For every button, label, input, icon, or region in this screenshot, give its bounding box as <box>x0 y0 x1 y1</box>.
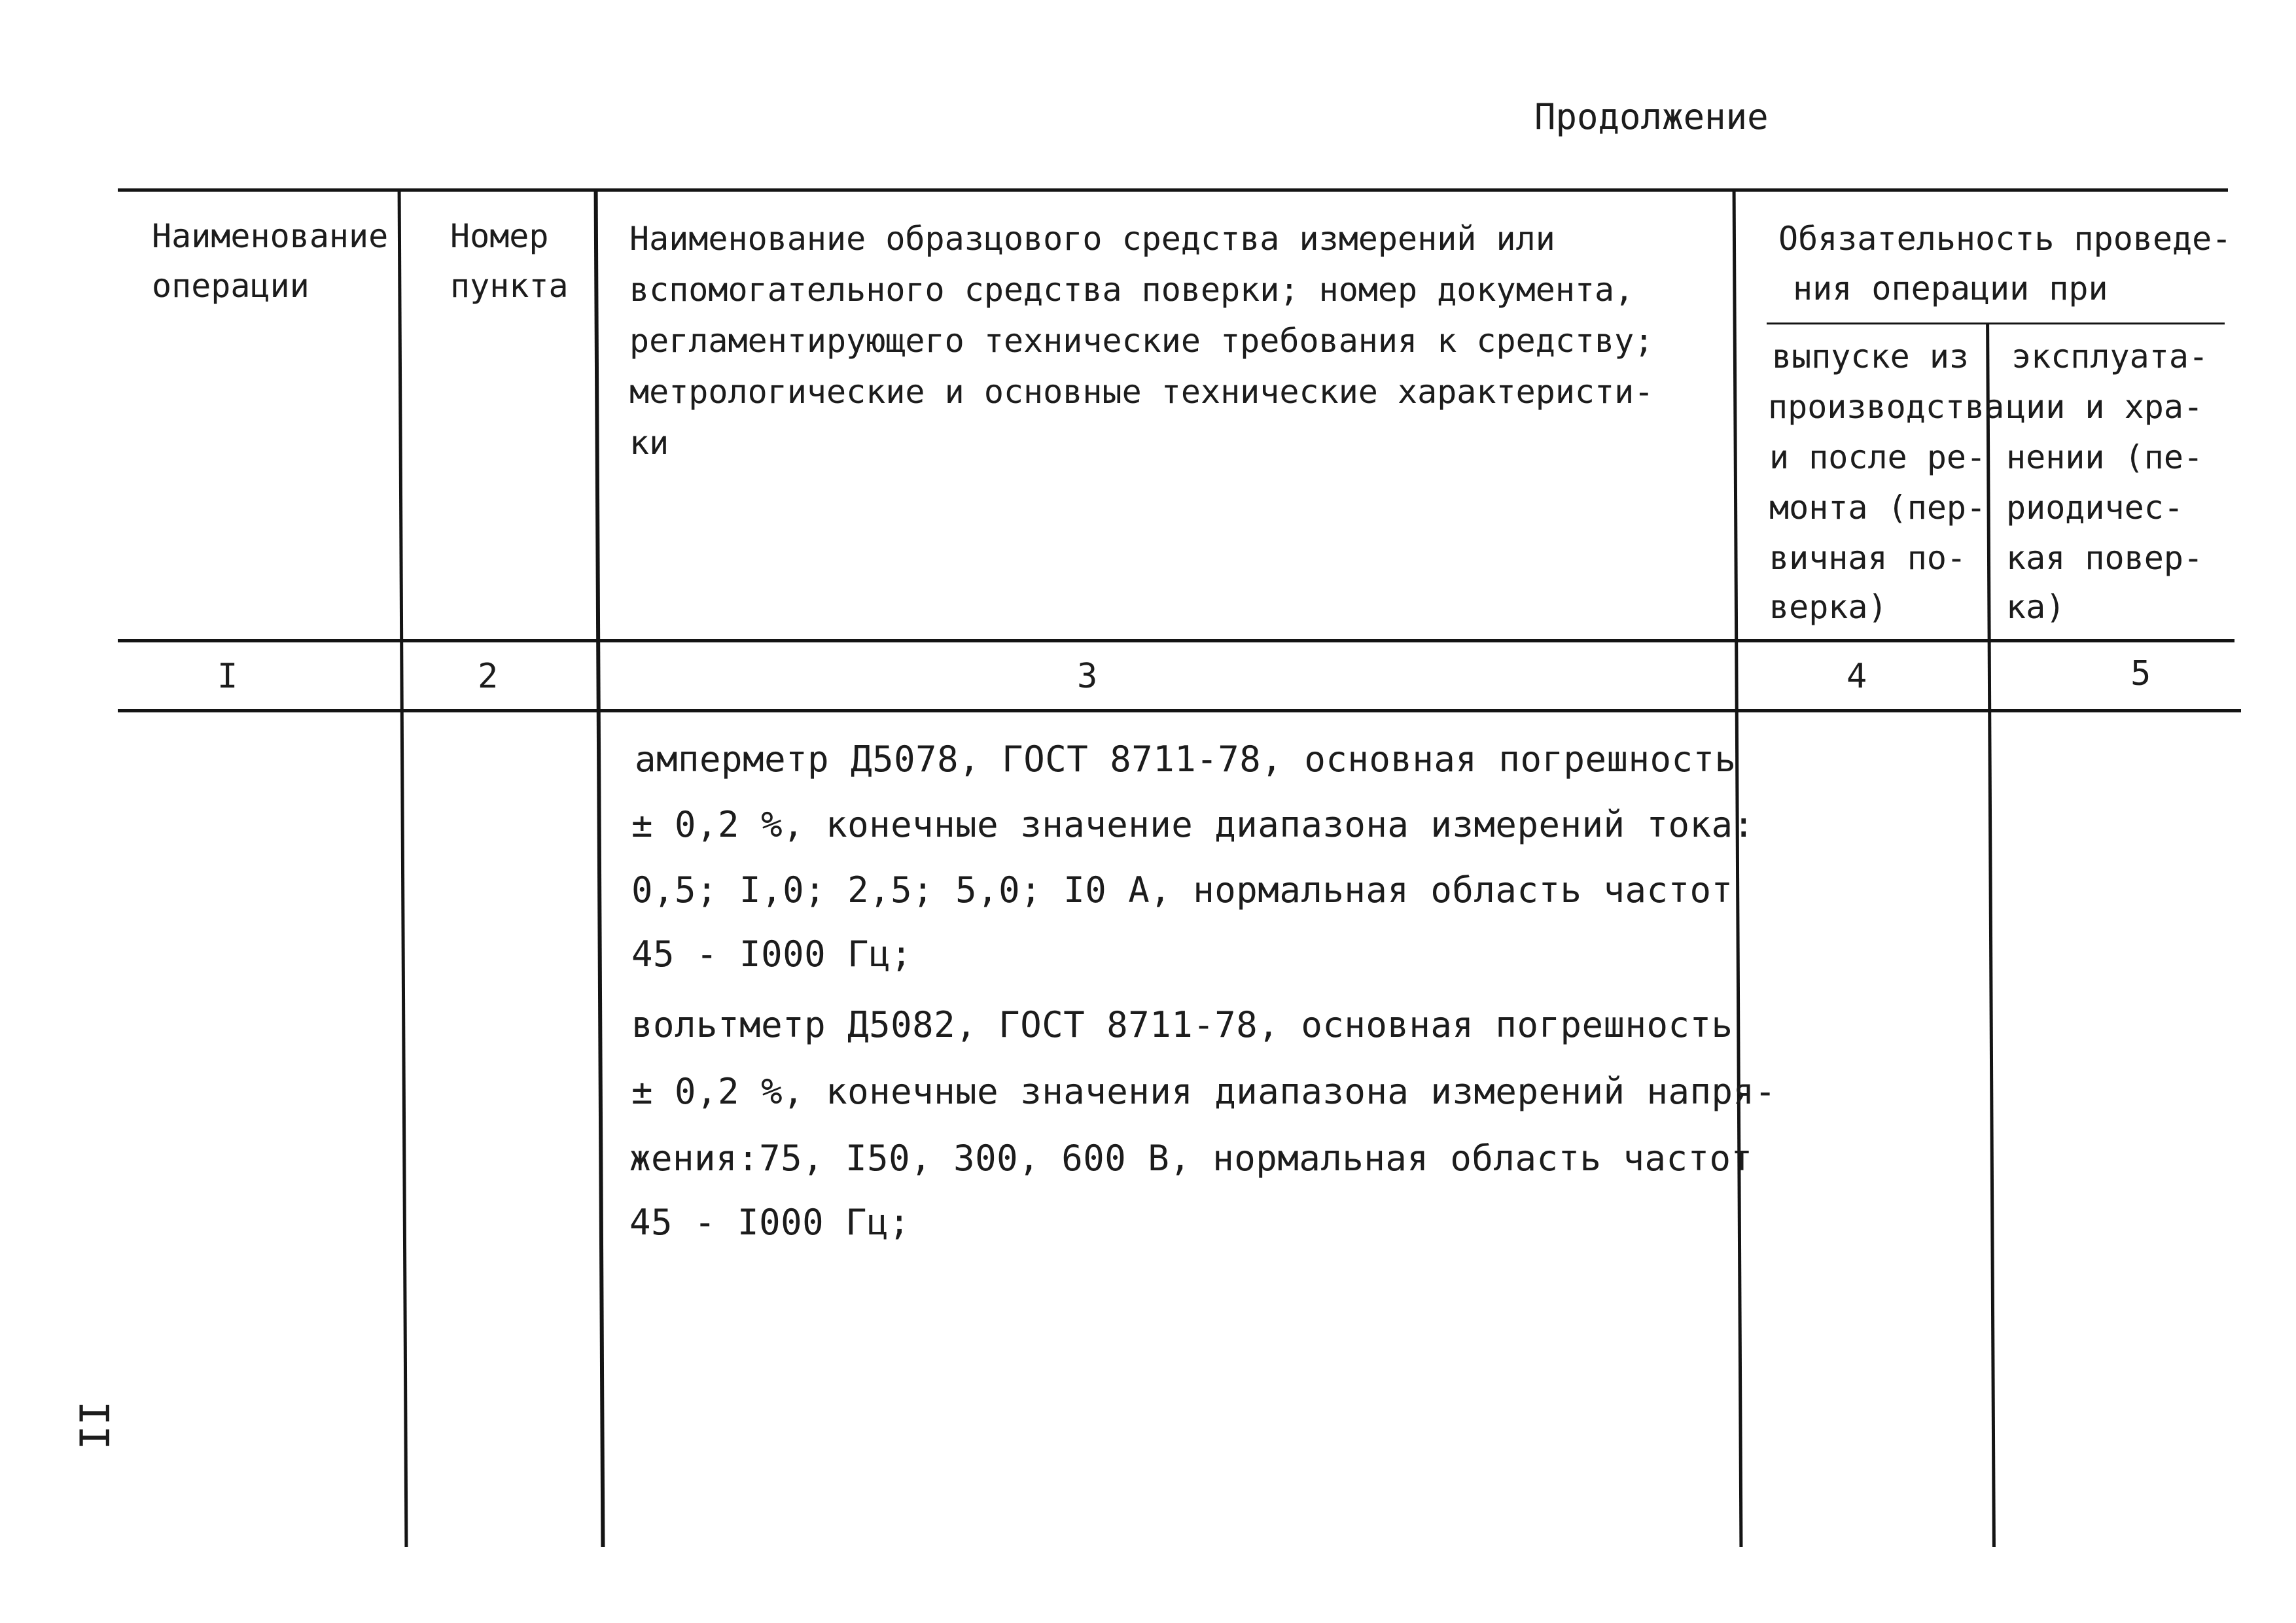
header-col4-line4: монта (пер- <box>1769 489 1987 527</box>
header-col5-line1: эксплуата- <box>2011 338 2209 375</box>
continuation-label: Продолжение <box>1534 96 1769 137</box>
column-numbers-bottom-rule <box>118 709 2241 712</box>
header-group-line1: Обязательность проведе- <box>1778 220 2232 258</box>
header-col4-line6: верка) <box>1769 588 1888 626</box>
header-col5-line6: ка) <box>2006 588 2066 626</box>
header-col2-line1: Номер <box>450 217 549 255</box>
header-col4-line3: и после ре- <box>1769 438 1987 476</box>
col-divider-2-3 <box>594 188 605 1547</box>
header-col3-line2: вспомогательного средства поверки; номер документа, <box>629 271 1634 309</box>
header-col3-line5: ки <box>629 424 669 462</box>
column-number-4: 4 <box>1846 657 1867 696</box>
header-col1-line2: операции <box>152 267 309 305</box>
page-number: II <box>69 1401 118 1450</box>
body-line-7: жения:75, I50, 300, 600 В, нормальная область частот <box>629 1138 1753 1179</box>
header-col2-line2: пункта <box>450 267 569 305</box>
body-line-1: амперметр Д5078, ГОСТ 8711-78, основная погрешность <box>635 739 1737 780</box>
column-number-2: 2 <box>478 657 499 696</box>
subheader-rule <box>1767 323 2225 324</box>
col-divider-3-4 <box>1733 188 1743 1547</box>
body-line-3: 0,5; I,0; 2,5; 5,0; I0 А, нормальная область частот <box>631 869 1733 911</box>
column-number-5: 5 <box>2130 654 2151 693</box>
header-group-line2: ния операции при <box>1793 270 2108 307</box>
table-top-rule <box>118 188 2228 192</box>
body-line-2: ± 0,2 %, конечные значение диапазона измерений тока: <box>631 804 1755 845</box>
header-col5-line5: кая повер- <box>2006 539 2204 577</box>
col-divider-4-5 <box>1986 323 1996 1547</box>
header-bottom-rule <box>118 639 2234 642</box>
body-line-8: 45 - I000 Гц; <box>629 1202 911 1243</box>
header-col4-line1: выпуске из <box>1772 338 1969 375</box>
body-line-6: ± 0,2 %, конечные значения диапазона измерений напря- <box>631 1071 1776 1112</box>
body-line-4: 45 - I000 Гц; <box>631 934 913 975</box>
col-divider-1-2 <box>398 188 408 1547</box>
header-col3-line1: Наименование образцового средства измерений или <box>629 220 1555 258</box>
header-col5-line4: риодичес- <box>2006 489 2183 527</box>
column-number-1: I <box>217 657 238 696</box>
header-col1-line1: Наименование <box>152 217 389 255</box>
column-number-3: 3 <box>1077 657 1098 696</box>
body-line-5: вольтметр Д5082, ГОСТ 8711-78, основная погрешность <box>631 1004 1733 1045</box>
header-col4-line5: вичная по- <box>1769 539 1967 577</box>
header-col5-line3: нении (пе- <box>2006 438 2204 476</box>
header-col4-line2: производства <box>1768 388 2005 426</box>
header-col5-line2: ции и хра- <box>2006 388 2204 426</box>
header-col3-line4: метрологические и основные технические характеристи- <box>629 373 1654 411</box>
header-col3-line3: регламентирующего технические требования к средству; <box>629 322 1654 360</box>
